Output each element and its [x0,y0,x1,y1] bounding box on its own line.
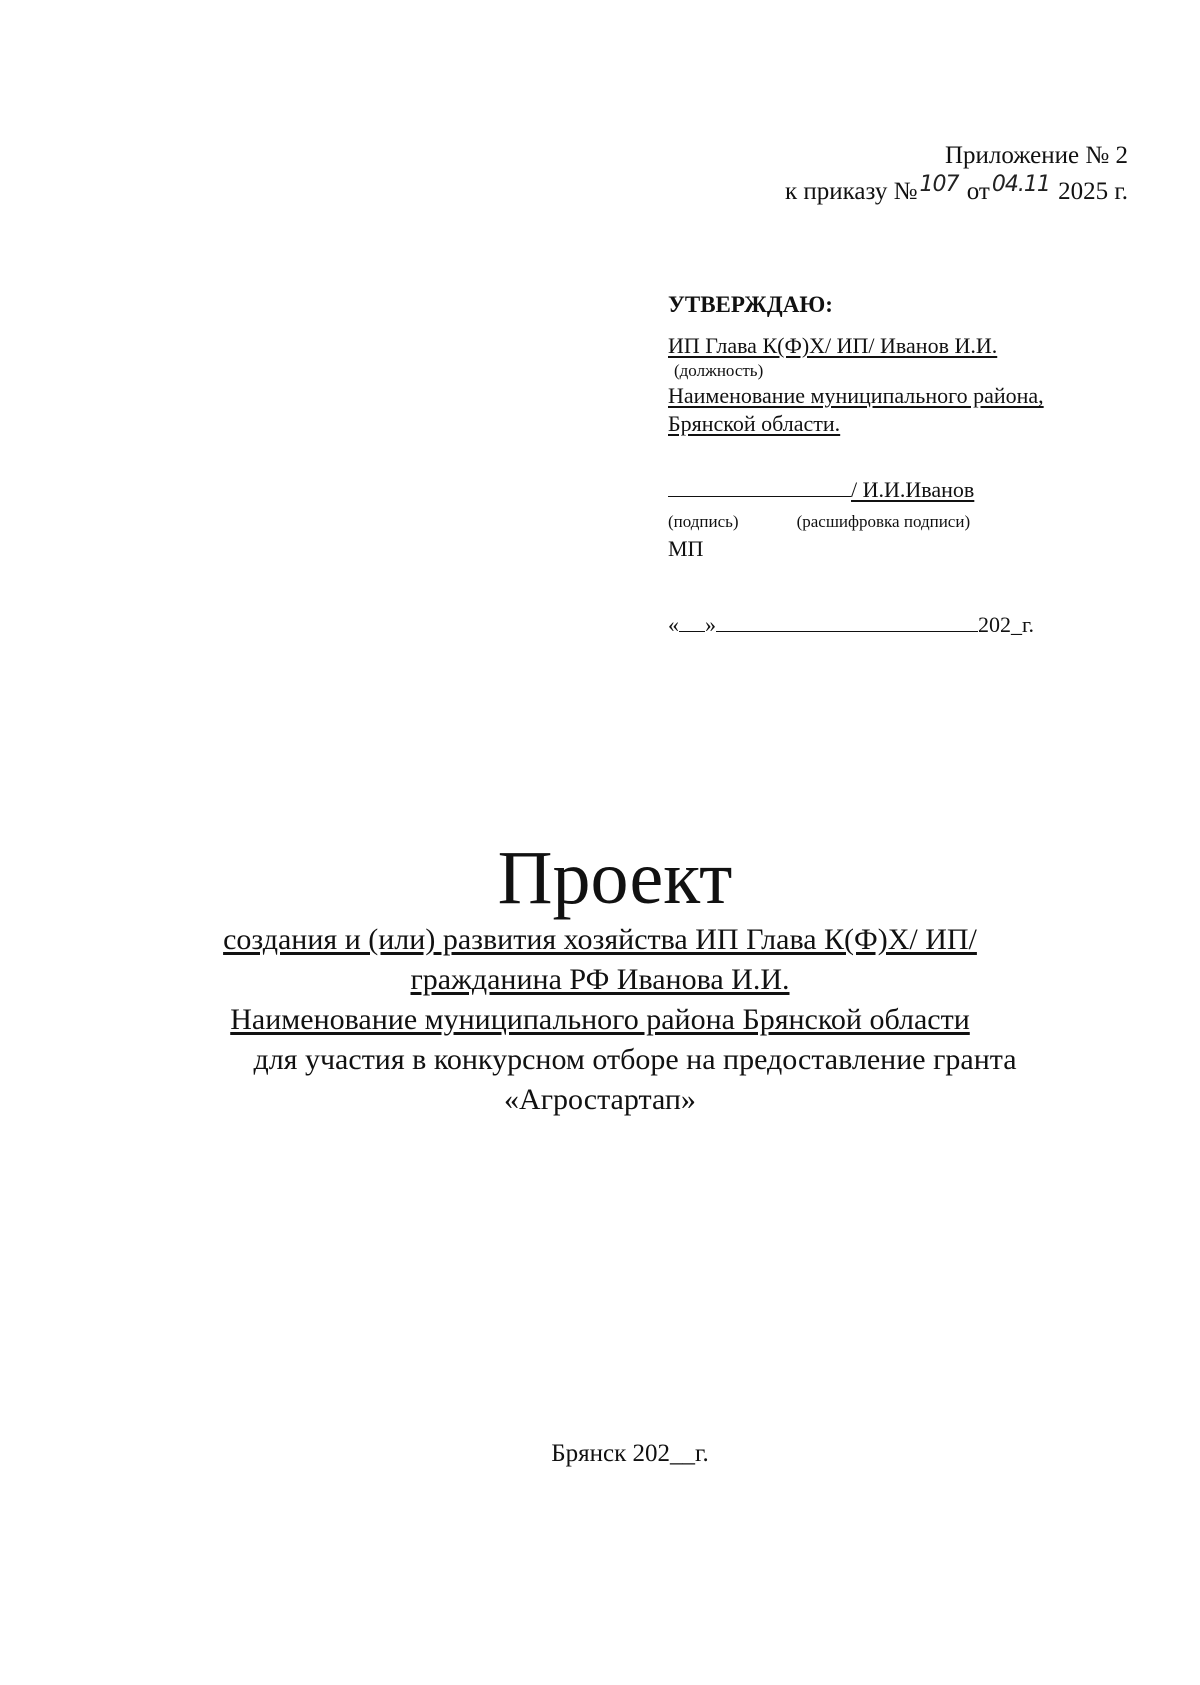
order-reference [700,174,1128,211]
footer-city-year: Брянск 202__г. [551,1440,709,1467]
project-title: Проект [497,836,733,920]
signature-captions [668,512,970,532]
position-line: ИП Глава К(Ф)Х/ ИП/ Иванов И.И. [668,333,998,358]
signature-caption: (подпись) [668,512,739,531]
project-line-1: создания и (или) развития хозяйства ИП Глава К(Ф)Х/ ИП/ [223,923,977,956]
district-line-1: Наименование муниципального района, [668,383,1044,408]
district-line-2: Брянской области. [668,411,841,436]
order-prefix: к приказу № [784,178,918,205]
date-close-quote: » [705,612,716,637]
stamp-label: МП [668,536,704,561]
project-line-2: гражданина РФ Иванова И.И. [410,963,790,996]
approval-title: УТВЕРЖДАЮ: [668,292,833,317]
appendix-label: Приложение № 2 [944,142,1128,169]
month-blank [716,613,978,632]
position-caption: (должность) [674,361,764,380]
date-open-quote: « [668,612,679,637]
project-line-5: «Агростартап» [504,1083,696,1116]
order-year: 2025 г. [1058,178,1128,205]
order-from: от [966,178,990,205]
order-number-handwritten: 107 [919,172,959,197]
decode-caption: (расшифровка подписи) [796,512,971,531]
signature-name: / И.И.Иванов [851,477,975,502]
project-line-3: Наименование муниципального района Брянской области [230,1003,970,1036]
signature-row [668,476,974,504]
project-description [0,920,1200,1120]
day-blank [679,613,705,632]
signature-blank-line [668,476,851,497]
order-date-handwritten: 04.11 [991,172,1050,197]
appendix-header [700,138,1128,211]
project-line-4: для участия в конкурсном отборе на предоставление гранта [253,1043,1017,1076]
approval-date-row [668,612,1034,638]
date-year: 202_г. [978,612,1035,637]
approval-block [668,290,1108,637]
